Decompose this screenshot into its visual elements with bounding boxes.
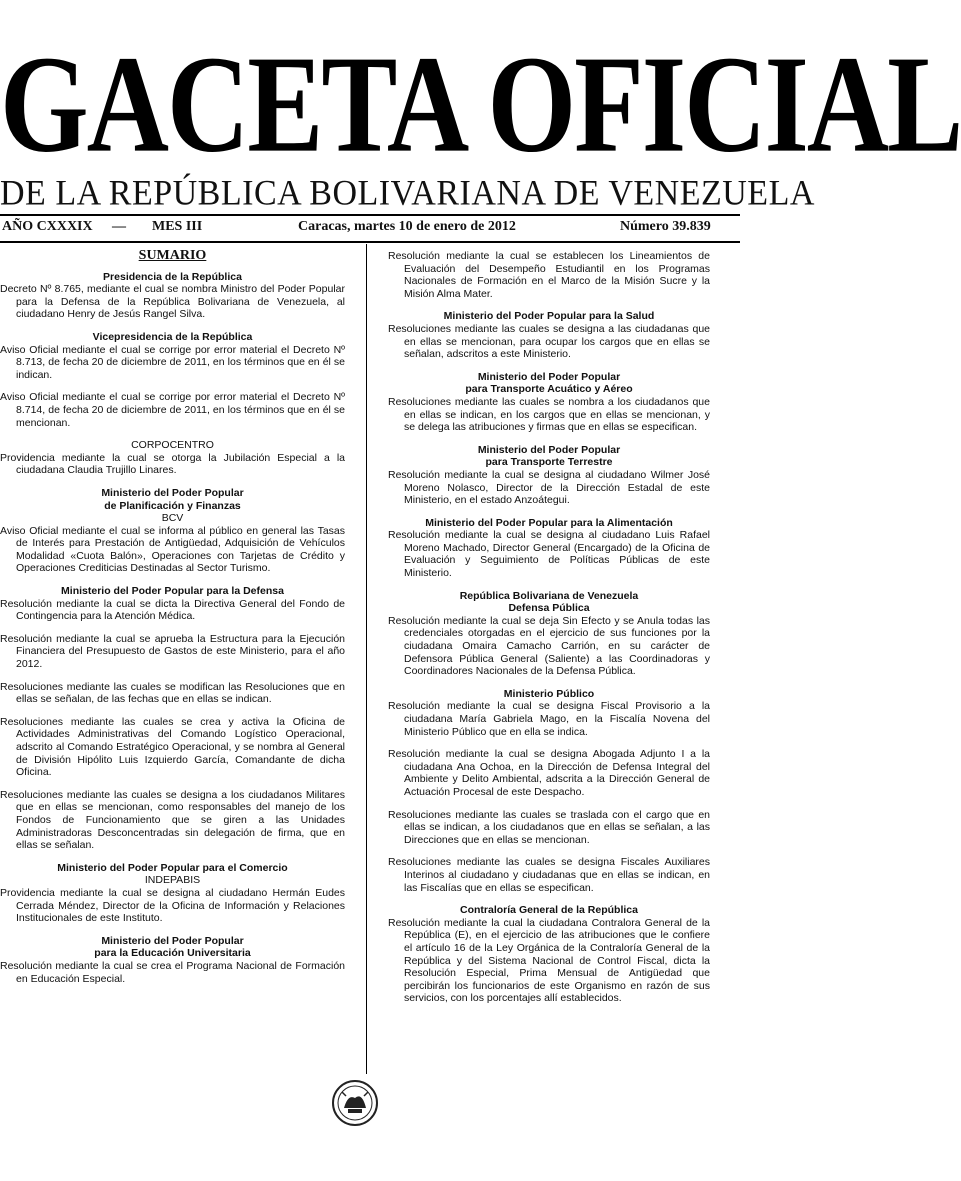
section-heading: de Planificación y Finanzas xyxy=(104,499,241,512)
section-heading: Ministerio del Poder Popular xyxy=(101,934,244,947)
summary-entry: Resolución mediante la cual se aprueba la Estructura para la Ejecución Financiera del Presupuesto de Gastos de este Ministerio, para el año 2012. xyxy=(0,632,345,671)
summary-entry: Resoluciones mediante las cuales se designa Fiscales Auxiliares Interinos al ciudadano y ciudadanas que en ellas se indican, en las Fiscalías que en ellas se especifican. xyxy=(388,856,710,894)
summary-entry: Resoluciones mediante las cuales se designa a las ciudadanas que en ellas se mencionan, para ocupar los cargos que en ellas se señalan, adscritos a este Ministerio. xyxy=(388,322,710,361)
column-divider xyxy=(366,244,367,1074)
section-heading: República Bolivariana de Venezuela xyxy=(459,589,639,602)
summary-right-column xyxy=(388,250,710,1009)
summary-entry: Resolución mediante la cual se designa al ciudadano Luis Rafael Moreno Machado, Director General (Encargado) de la Oficina de Evaluación y Seguimiento de Políticas Públicas de este Ministerio. xyxy=(388,529,710,580)
summary-entry: Resoluciones mediante las cuales se crea y activa la Oficina de Actividades Administrativas del Comando Logístico Operacional, adscrito al Comando Estratégico Operacional, y se nombra al General de División Hipólito Luis Izquierdo García, Comandante de dicha Oficina. xyxy=(0,715,345,779)
section-heading: para la Educación Universitaria xyxy=(94,947,251,960)
summary-entry: Aviso Oficial mediante el cual se informa al público en general las Tasas de Interés para Prestación de Antigüedad, Adquisición de Vehículos Modalidad «Cuota Balón», Operaciones con Tarjetas de Crédito y Operaciones Crediticias Destinadas al Sector Turismo. xyxy=(0,524,345,575)
summary-entry: Resolución mediante la cual la ciudadana Contralora General de la República (E), en el ejercicio de las atribuciones que le confiere el artículo 16 de la Ley Orgánica de la Contraloría General de la República y del Sistema Nacional de Control Fiscal, dicta la Resolución Especial, Prima Mensual de Antigüedad que percibirán los funcionarios de este Organismo en razón de sus servicios, con los porcentajes allí establecidos. xyxy=(388,916,710,1005)
section-heading: Ministerio del Poder Popular para la Alimentación xyxy=(425,516,673,529)
bottom-rule xyxy=(0,241,740,243)
section-heading: Presidencia de la República xyxy=(103,270,242,283)
section-heading: Ministerio del Poder Popular para la Salud xyxy=(443,310,655,323)
summary-entry: Resoluciones mediante las cuales se traslada con el cargo que en ellas se indican, a los ciudadanos que en ellas se señalan, a las Direcciones que en ellas se mencionan. xyxy=(388,808,710,846)
issue-number: Número 39.839 xyxy=(620,219,711,234)
section-heading: CORPOCENTRO xyxy=(131,439,214,452)
summary-entry: Providencia mediante la cual se designa al ciudadano Hermán Eudes Cerrada Méndez, Director de la Oficina de Información y Relaciones Institucionales de este Instituto. xyxy=(0,886,345,925)
top-rule xyxy=(0,214,740,216)
summary-heading: SUMARIO xyxy=(138,248,207,263)
summary-entry: Resolución mediante la cual se designa al ciudadano Wilmer José Moreno Nolasco, Director de la Dirección Estadal de este Ministerio, en el estado Anzoátegui. xyxy=(388,468,710,507)
summary-entry: Aviso Oficial mediante el cual se corrige por error material el Decreto Nº 8.714, de fecha 20 de diciembre de 2011, en los términos que en él se mencionan. xyxy=(0,391,345,429)
summary-entry: Resolución mediante la cual se designa Abogada Adjunto I a la ciudadana Ana Ochoa, en la Dirección de Defensa Integral del Ambiente y Delito Ambiental, adscrita a la Dirección General de Actuación Procesal de este Despacho. xyxy=(388,748,710,798)
section-heading: Ministerio del Poder Popular para el Comercio xyxy=(57,861,288,874)
section-heading: Ministerio del Poder Popular xyxy=(477,370,621,383)
issue-month: MES III xyxy=(152,219,203,234)
section-subheading: INDEPABIS xyxy=(144,874,201,887)
section-heading: Vicepresidencia de la República xyxy=(92,330,253,343)
section-heading: Ministerio del Poder Popular para la Defensa xyxy=(61,585,284,598)
summary-entry: Resolución mediante la cual se establecen los Lineamientos de Evaluación del Desempeño Estudiantil en los Programas Nacionales de Formación en el Marco de la Misión Sucre y la Misión Alma Mater. xyxy=(388,250,710,300)
summary-entry: Aviso Oficial mediante el cual se corrige por error material el Decreto Nº 8.713, de fecha 20 de diciembre de 2011, en los términos que en él se indican. xyxy=(0,343,345,381)
summary-entry: Resoluciones mediante las cuales se modifican las Resoluciones que en ellas se señalan, de las fechas que en ellas se indican. xyxy=(0,680,345,706)
national-seal-icon xyxy=(330,1078,380,1128)
summary-entry: Decreto Nº 8.765, mediante el cual se nombra Ministro del Poder Popular para la Defensa de la República Bolivariana de Venezuela, al ciudadano Henry de Jesús Rangel Silva. xyxy=(0,283,345,321)
issue-date: Caracas, martes 10 de enero de 2012 xyxy=(298,219,516,234)
summary-entry: Resolución mediante la cual se designa Fiscal Provisorio a la ciudadana María Gabriela Mago, en la Fiscalía Novena del Ministerio Público que en ella se indica. xyxy=(388,700,710,738)
summary-entry: Resolución mediante la cual se crea el Programa Nacional de Formación en Educación Especial. xyxy=(0,959,345,985)
gazette-subtitle: DE LA REPÚBLICA BOLIVARIANA DE VENEZUELA xyxy=(0,174,815,213)
summary-entry: Providencia mediante la cual se otorga la Jubilación Especial a la ciudadana Claudia Trujillo Linares. xyxy=(0,451,345,477)
section-subheading: BCV xyxy=(161,512,184,525)
summary-left-column xyxy=(0,250,345,989)
section-heading: para Transporte Terrestre xyxy=(485,456,613,469)
masthead xyxy=(0,26,961,213)
section-heading: Ministerio Público xyxy=(503,687,595,700)
section-heading: Ministerio del Poder Popular xyxy=(101,486,244,499)
section-heading: Ministerio del Poder Popular xyxy=(477,443,621,456)
summary-entry: Resolución mediante la cual se dicta la Directiva General del Fondo de Contingencia para la Atención Médica. xyxy=(0,597,345,623)
section-heading: para Transporte Acuático y Aéreo xyxy=(465,383,633,396)
summary-entry: Resoluciones mediante las cuales se nombra a los ciudadanos que en ellas se indican, en los cargos que en ellas se mencionan, y se delega las atribuciones y firmas que en ellas se especifican. xyxy=(388,395,710,434)
issue-info-bar xyxy=(0,219,740,239)
issue-year: AÑO CXXXIX xyxy=(2,219,93,234)
summary-entry: Resolución mediante la cual se deja Sin Efecto y se Anula todas las credenciales otorgadas en el ejercicio de sus funciones por la ciudadana Omaira Camacho Carrión, en su carácter de Defensora Pública General (Saliente) a las Coordinadoras y Coordinadores Nacionales de la Defensa Pública. xyxy=(388,614,710,678)
summary-entry: Resoluciones mediante las cuales se designa a los ciudadanos Militares que en ellas se mencionan, como responsables del manejo de los Fondos de Funcionamiento que se giren a las Unidades Administradoras Desconcentradas sin delegación de firma, que en ellas se señalan. xyxy=(0,788,345,852)
section-heading: Defensa Pública xyxy=(508,602,590,615)
issue-dash: — xyxy=(112,219,126,234)
gazette-title: GACETA OFICIAL xyxy=(0,26,961,182)
section-heading: Contraloría General de la República xyxy=(460,904,638,917)
